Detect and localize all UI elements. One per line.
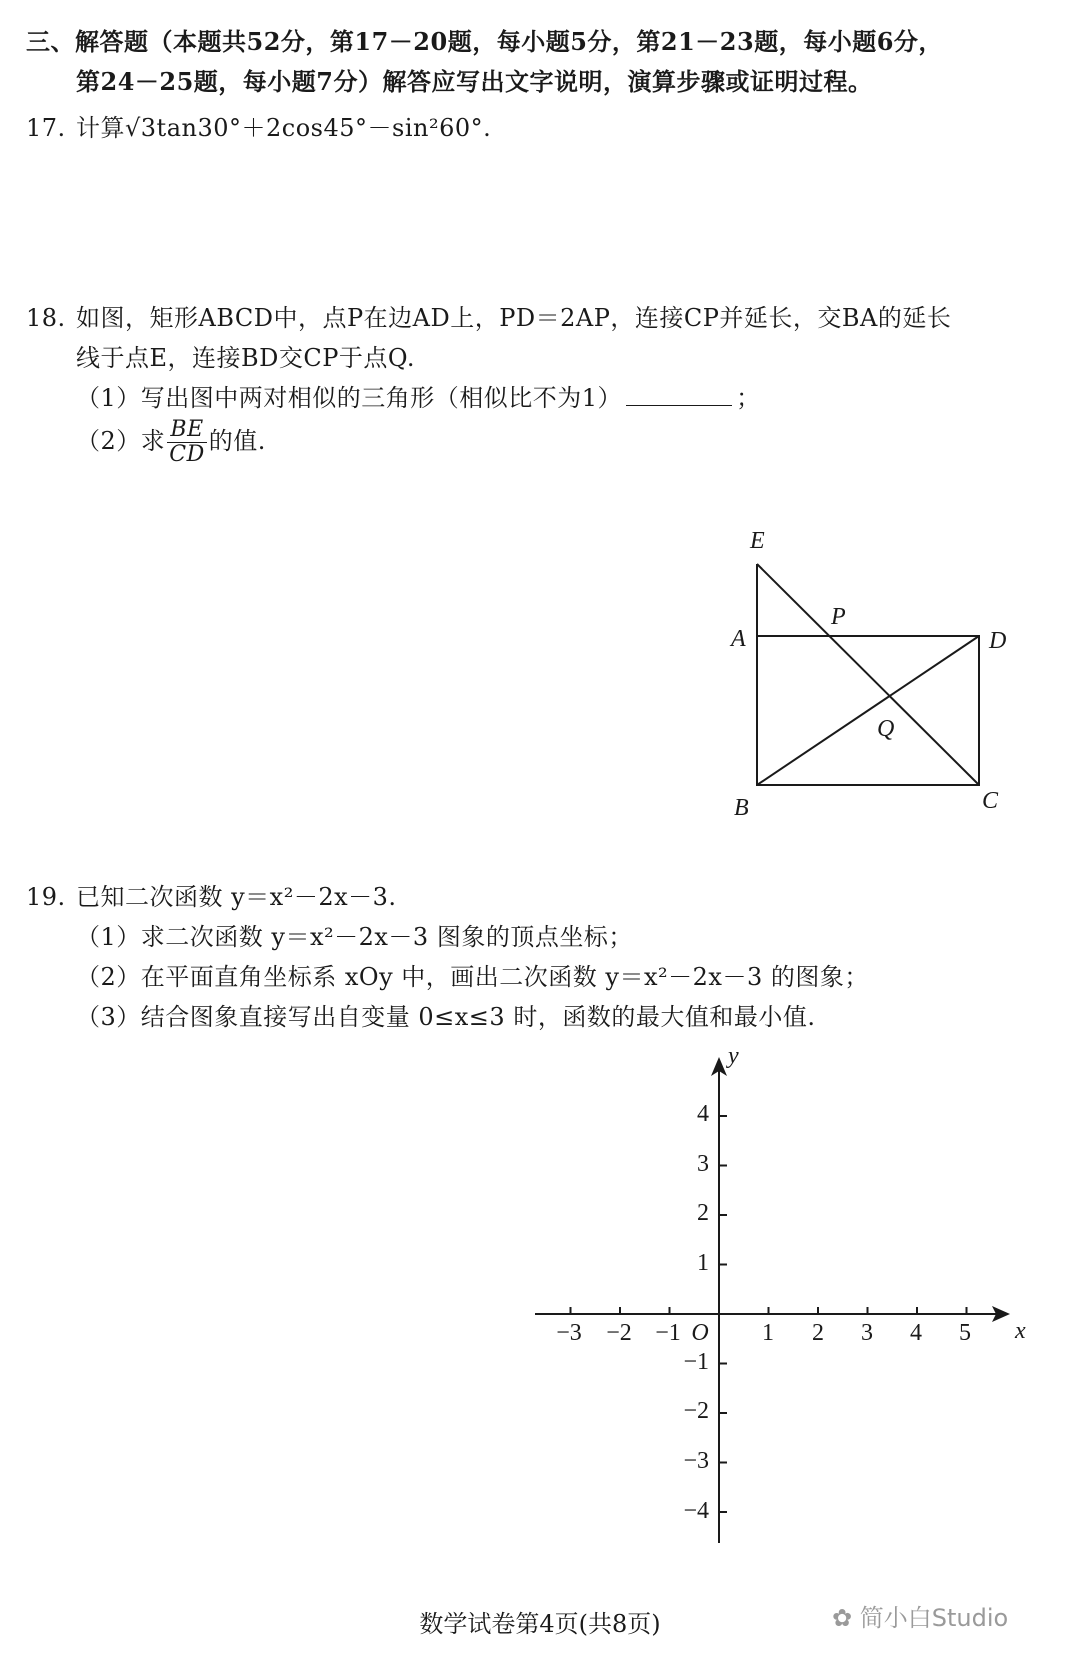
x-tick-label: −1 (655, 1320, 681, 1346)
question-number: 19. (26, 883, 66, 911)
page-footer: 数学试卷第4页(共8页) (419, 1610, 661, 1638)
y-tick-label: 3 (697, 1151, 709, 1177)
y-tick-label: 4 (697, 1101, 709, 1127)
x-axis-label: x (1015, 1318, 1026, 1344)
question-19-part1: （1）求二次函数 y＝x²－2x－3 图象的顶点坐标； (76, 923, 633, 951)
watermark-text: 简小白Studio (859, 1604, 1009, 1632)
x-tick-label: 1 (762, 1320, 774, 1346)
label-a: A (731, 626, 746, 652)
x-tick-label: 2 (812, 1320, 824, 1346)
origin-label: O (691, 1320, 709, 1346)
part1-end: ； (736, 384, 761, 412)
part2-suffix: 的值. (208, 427, 266, 455)
x-tick-label: −3 (556, 1320, 582, 1346)
y-tick-label: −2 (683, 1398, 709, 1424)
part1-text: 写出图中两对相似的三角形（相似比不为1） (140, 384, 623, 412)
y-tick-label: −4 (683, 1498, 709, 1524)
section-title-line2: 第24－25题，每小题7分）解答应写出文字说明，演算步骤或证明过程。 (76, 67, 873, 96)
x-tick-label: 3 (861, 1320, 873, 1346)
y-tick-label: 2 (697, 1200, 709, 1226)
label-c: C (982, 788, 999, 814)
question-18-line2: 线于点E，连接BD交CP于点Q. (76, 344, 416, 372)
question-19-part2: （2）在平面直角坐标系 xOy 中，画出二次函数 y＝x²－2x－3 的图象； (76, 963, 869, 991)
part2-prefix: 求 (140, 427, 166, 455)
x-tick-label: 4 (910, 1320, 922, 1346)
label-e: E (750, 528, 765, 554)
watermark (832, 1598, 1008, 1633)
fraction-denominator: CD (169, 442, 205, 467)
part-label: （1） (76, 384, 141, 412)
wechat-icon: ✿ (832, 1604, 853, 1632)
y-tick-label: 1 (697, 1250, 709, 1276)
question-number: 18. (26, 304, 66, 332)
question-number: 17. (26, 114, 66, 142)
x-tick-label: −2 (606, 1320, 632, 1346)
question-19-intro: 已知二次函数 y＝x²－2x－3. (76, 883, 397, 911)
y-tick-label: −3 (683, 1448, 709, 1474)
part-label: （2） (76, 427, 141, 455)
section-title-line1: 三、解答题（本题共52分，第17－20题，每小题5分，第21－23题，每小题6分， (26, 27, 943, 56)
label-b: B (734, 795, 749, 821)
question-17-text: 计算√3tan30°＋2cos45°－sin²60°. (76, 114, 492, 142)
fraction-numerator: BE (167, 418, 206, 443)
y-axis-label: y (728, 1043, 739, 1069)
x-tick-label: 5 (959, 1320, 971, 1346)
label-p: P (831, 604, 846, 630)
y-tick-label: −1 (683, 1349, 709, 1375)
label-q: Q (877, 716, 895, 742)
question-19-part3: （3）结合图象直接写出自变量 0≤x≤3 时，函数的最大值和最小值. (76, 1003, 816, 1031)
label-d: D (989, 628, 1007, 654)
question-18-text-line1: 如图，矩形ABCD中，点P在边AD上，PD＝2AP，连接CP并延长，交BA的延长 (76, 304, 952, 332)
